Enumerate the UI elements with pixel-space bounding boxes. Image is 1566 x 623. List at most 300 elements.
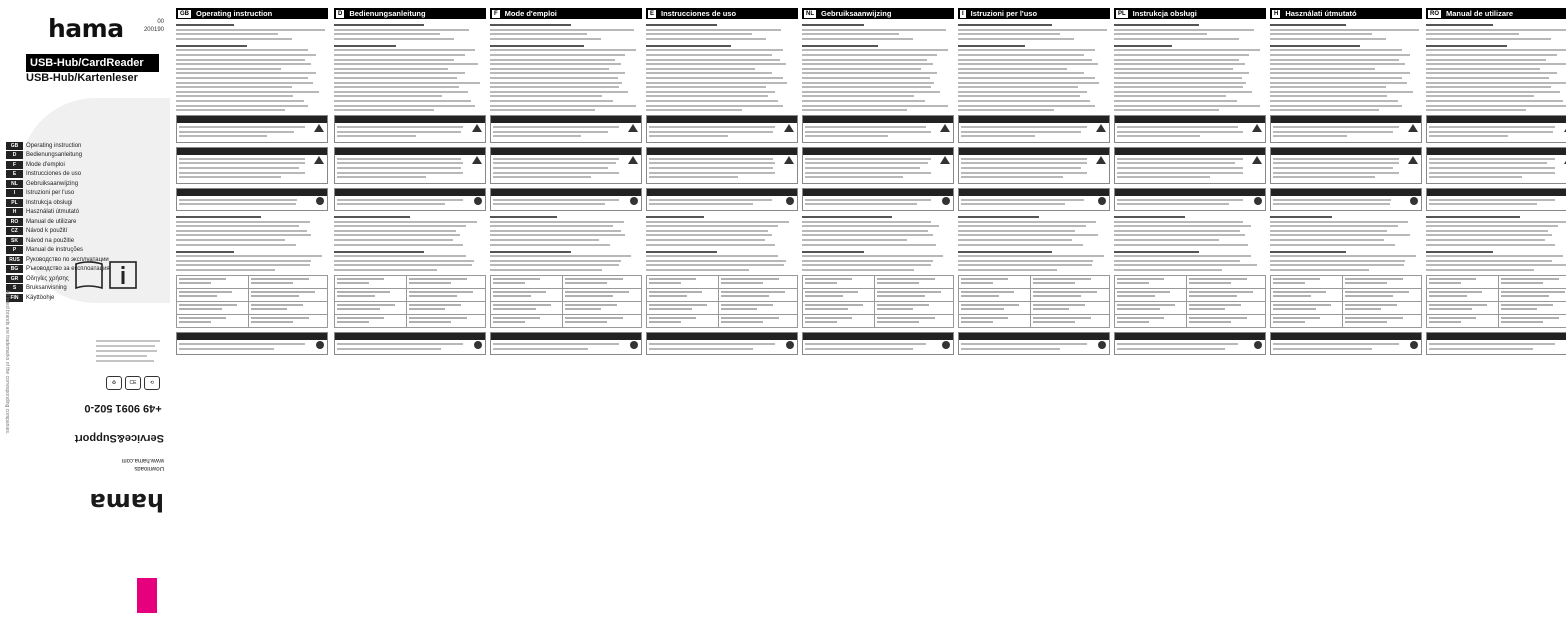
text-line <box>646 234 772 236</box>
text-line <box>1114 59 1239 61</box>
table-cell-value <box>563 301 642 314</box>
warning-icon <box>628 124 638 132</box>
column-language-code: GB <box>180 10 189 17</box>
table-cell-value <box>1031 288 1110 301</box>
text-line <box>1114 38 1239 40</box>
column-header <box>1270 8 1422 19</box>
text-line <box>802 239 907 241</box>
text-line <box>958 264 1092 266</box>
notice-header <box>1271 116 1421 123</box>
table-row <box>647 301 798 314</box>
language-name: Manual de instruções <box>26 247 84 254</box>
section-heading <box>490 251 571 253</box>
text-line <box>1114 225 1251 227</box>
table-row <box>803 275 954 288</box>
text-line <box>1270 38 1386 40</box>
text-line <box>802 95 914 97</box>
notice-box <box>334 332 486 355</box>
text-line <box>1114 77 1242 79</box>
text-line <box>1426 221 1566 223</box>
text-line <box>1426 269 1534 271</box>
column-title: Használati útmutató <box>1285 9 1357 18</box>
text-line <box>805 131 931 133</box>
text-line <box>958 230 1075 232</box>
table-cell-value <box>1499 275 1566 288</box>
table-cell-label <box>1271 288 1343 301</box>
text-line <box>179 203 296 205</box>
text-line <box>961 172 1087 174</box>
column-header <box>802 8 954 19</box>
table-cell-value <box>1499 288 1566 301</box>
text-line <box>805 167 920 169</box>
text-line <box>646 63 786 65</box>
table-row <box>177 288 328 301</box>
text-line <box>1273 135 1347 137</box>
text-section <box>958 251 1110 271</box>
text-line <box>176 230 307 232</box>
text-line <box>646 221 789 223</box>
text-line <box>1114 91 1252 93</box>
text-line <box>176 239 285 241</box>
text-line <box>1429 343 1555 345</box>
text-line <box>176 82 313 84</box>
text-line <box>490 29 634 31</box>
warning-icon <box>1252 156 1262 164</box>
language-name: Návod k použití <box>26 228 68 235</box>
text-line <box>961 348 1060 350</box>
table-row <box>1427 288 1566 301</box>
notice-header <box>803 148 953 155</box>
info-icon <box>1254 197 1262 205</box>
table-cell-label <box>491 301 563 314</box>
text-line <box>334 264 472 266</box>
text-line <box>179 167 299 169</box>
text-line <box>1429 131 1553 133</box>
text-section <box>802 251 954 271</box>
table-cell-label <box>335 275 407 288</box>
brand-logo: hama <box>48 14 124 43</box>
text-line <box>649 135 728 137</box>
notice-header <box>1427 148 1566 155</box>
text-line <box>961 203 1065 205</box>
text-line <box>1426 239 1545 241</box>
notice-header <box>1427 333 1566 340</box>
text-line <box>649 167 773 169</box>
text-line <box>958 255 1104 257</box>
text-line <box>958 77 1095 79</box>
text-line <box>490 255 631 257</box>
text-line <box>802 86 931 88</box>
table-cell-value <box>407 275 486 288</box>
table-row <box>647 314 798 327</box>
language-row <box>6 246 110 256</box>
table-row <box>959 288 1110 301</box>
language-row <box>6 151 110 161</box>
text-line <box>961 135 1035 137</box>
text-line <box>493 343 619 345</box>
text-line <box>337 131 461 133</box>
text-line <box>493 162 616 164</box>
info-icon <box>1098 197 1106 205</box>
table-cell-label <box>803 288 875 301</box>
text-line <box>176 29 325 31</box>
text-line <box>1270 68 1375 70</box>
column-language-code: F <box>494 10 498 17</box>
text-line <box>176 109 285 111</box>
table-cell-label <box>803 301 875 314</box>
text-section <box>490 251 642 271</box>
info-icon <box>316 197 324 205</box>
text-line <box>493 126 619 128</box>
text-line <box>1114 255 1251 257</box>
technical-data-table <box>1426 275 1566 328</box>
product-subtitle: USB-Hub/Kartenleser <box>26 72 138 84</box>
text-line <box>802 68 921 70</box>
notice-header <box>647 148 797 155</box>
text-line <box>334 86 459 88</box>
language-column-ro <box>1426 8 1566 616</box>
text-line <box>1270 91 1413 93</box>
text-line <box>176 54 316 56</box>
text-line <box>1426 234 1552 236</box>
column-title: Manual de utilizare <box>1446 9 1514 18</box>
technical-data-table <box>176 275 328 328</box>
table-cell-label <box>1115 275 1187 288</box>
table-row <box>803 314 954 327</box>
text-line <box>1270 264 1404 266</box>
text-line <box>1426 63 1566 65</box>
text-line <box>802 29 946 31</box>
text-line <box>646 59 780 61</box>
text-line <box>958 109 1054 111</box>
table-row <box>1271 275 1422 288</box>
text-line <box>490 105 636 107</box>
text-line <box>961 158 1087 160</box>
language-row <box>6 170 110 180</box>
column-header <box>1426 8 1566 19</box>
text-line <box>802 221 931 223</box>
language-code: P <box>6 246 23 254</box>
text-line <box>490 82 622 84</box>
text-line <box>493 348 588 350</box>
notice-header <box>1115 148 1265 155</box>
warning-icon <box>314 124 324 132</box>
notice-header <box>335 189 485 196</box>
text-line <box>649 158 773 160</box>
info-icon <box>942 341 950 349</box>
text-line <box>802 49 948 51</box>
article-number: 00 200190 <box>143 19 164 33</box>
notice-box <box>490 115 642 143</box>
text-line <box>1426 95 1534 97</box>
notice-box <box>646 332 798 355</box>
language-name: Bedienungsanleitung <box>26 152 83 159</box>
text-line <box>1114 221 1243 223</box>
notice-header <box>177 148 327 155</box>
text-line <box>646 260 786 262</box>
language-name: Gebruiksaanwijzing <box>26 180 79 187</box>
column-title: Instrukcja obsługi <box>1132 9 1197 18</box>
notice-header <box>335 116 485 123</box>
text-line <box>1114 68 1233 70</box>
service-label: Service&Support <box>74 432 164 444</box>
table-cell-label <box>959 314 1031 327</box>
notice-header <box>177 333 327 340</box>
section-heading <box>334 24 424 26</box>
text-line <box>490 260 621 262</box>
table-row <box>1271 288 1422 301</box>
language-column-nl <box>802 8 954 616</box>
text-line <box>1273 199 1391 201</box>
text-line <box>493 172 619 174</box>
text-line <box>1114 105 1260 107</box>
section-heading <box>1270 251 1346 253</box>
section-heading <box>958 216 1039 218</box>
text-line <box>1270 63 1405 65</box>
text-line <box>802 260 933 262</box>
notice-header <box>647 189 797 196</box>
text-line <box>1270 230 1387 232</box>
technical-data-table <box>490 275 642 328</box>
text-line <box>337 135 416 137</box>
color-marker <box>137 578 157 613</box>
text-section <box>958 216 1110 246</box>
table-cell-value <box>875 288 954 301</box>
text-line <box>958 54 1084 56</box>
text-line <box>958 38 1074 40</box>
text-line <box>490 109 595 111</box>
text-line <box>1117 172 1243 174</box>
text-section <box>646 45 798 111</box>
info-icon <box>474 197 482 205</box>
text-line <box>490 95 602 97</box>
language-code: PL <box>6 199 23 207</box>
text-line <box>1270 221 1408 223</box>
table-cell-value <box>719 288 798 301</box>
text-line <box>802 255 943 257</box>
table-cell-value <box>719 275 798 288</box>
text-section <box>490 216 642 246</box>
text-section <box>1114 251 1266 271</box>
table-cell-label <box>803 314 875 327</box>
text-line <box>1429 203 1537 205</box>
text-section <box>802 216 954 246</box>
text-line <box>802 77 930 79</box>
text-line <box>802 230 928 232</box>
text-line <box>805 203 917 205</box>
table-cell-value <box>719 301 798 314</box>
text-line <box>646 33 752 35</box>
language-code: I <box>6 189 23 197</box>
column-header <box>176 8 328 19</box>
text-line <box>1270 54 1410 56</box>
text-section <box>958 45 1110 111</box>
text-section <box>1270 216 1422 246</box>
notice-box <box>1114 147 1266 184</box>
text-line <box>1117 176 1210 178</box>
info-icon <box>786 341 794 349</box>
text-line <box>490 264 619 266</box>
text-line <box>649 162 775 164</box>
text-line <box>1114 239 1219 241</box>
notice-header <box>335 148 485 155</box>
section-heading <box>176 251 234 253</box>
language-row <box>6 141 110 151</box>
ce-icon: CE <box>125 376 141 390</box>
text-line <box>179 176 281 178</box>
table-row <box>491 314 642 327</box>
text-line <box>961 343 1087 345</box>
notice-box <box>1114 115 1266 143</box>
text-line <box>649 126 775 128</box>
language-column-f <box>490 8 642 616</box>
info-icon <box>1410 341 1418 349</box>
column-language-code: PL <box>1118 10 1126 17</box>
text-line <box>176 68 281 70</box>
section-heading <box>646 251 717 253</box>
notice-box <box>176 188 328 211</box>
text-line <box>1426 225 1558 227</box>
notice-box <box>490 147 642 184</box>
text-line <box>646 68 755 70</box>
column-header <box>646 8 798 19</box>
text-line <box>958 225 1086 227</box>
text-line <box>802 105 948 107</box>
text-line <box>490 86 619 88</box>
language-row <box>6 217 110 227</box>
section-heading <box>646 45 731 47</box>
language-name: Operating instruction <box>26 142 82 149</box>
text-section <box>334 216 486 246</box>
table-row <box>1115 314 1266 327</box>
notice-header <box>1271 333 1421 340</box>
text-line <box>646 239 765 241</box>
table-cell-label <box>491 275 563 288</box>
table-cell-value <box>875 314 954 327</box>
table-cell-value <box>249 314 328 327</box>
table-row <box>491 301 642 314</box>
text-line <box>337 203 445 205</box>
table-cell-value <box>1031 314 1110 327</box>
table-cell-label <box>177 288 249 301</box>
notice-box <box>1270 188 1422 211</box>
column-title: Bedienungsanleitung <box>349 9 426 18</box>
text-line <box>176 244 296 246</box>
language-column-h <box>1270 8 1422 616</box>
text-line <box>1114 100 1237 102</box>
column-header <box>490 8 642 19</box>
notice-header <box>647 333 797 340</box>
text-line <box>490 225 613 227</box>
table-row <box>1271 301 1422 314</box>
text-line <box>958 105 1095 107</box>
text-line <box>176 234 311 236</box>
text-line <box>334 269 437 271</box>
text-line <box>1429 126 1555 128</box>
notice-box <box>958 188 1110 211</box>
table-row <box>959 301 1110 314</box>
text-line <box>805 348 913 350</box>
text-line <box>802 54 937 56</box>
notice-box <box>176 147 328 184</box>
text-section <box>334 24 486 40</box>
table-cell-value <box>1187 314 1266 327</box>
text-line <box>179 126 305 128</box>
text-section <box>176 45 328 111</box>
text-line <box>1114 230 1240 232</box>
text-line <box>176 59 305 61</box>
text-line <box>179 199 297 201</box>
text-line <box>1426 54 1557 56</box>
text-line <box>490 244 610 246</box>
warning-icon <box>784 156 794 164</box>
text-line <box>490 49 636 51</box>
text-section <box>490 24 642 40</box>
info-icon <box>1410 197 1418 205</box>
column-language-code: H <box>1274 10 1279 17</box>
text-line <box>1114 29 1254 31</box>
text-line <box>334 82 480 84</box>
text-line <box>490 54 625 56</box>
text-line <box>1273 167 1393 169</box>
text-line <box>1426 86 1551 88</box>
table-row <box>335 288 486 301</box>
column-title: Instrucciones de uso <box>661 9 737 18</box>
warning-icon <box>1096 156 1106 164</box>
text-line <box>176 221 310 223</box>
text-section <box>1114 45 1266 111</box>
text-line <box>958 221 1096 223</box>
notice-box <box>958 147 1110 184</box>
text-line <box>1426 33 1519 35</box>
text-line <box>334 239 453 241</box>
table-cell-label <box>647 314 719 327</box>
section-heading <box>176 24 234 26</box>
table-cell-label <box>959 275 1031 288</box>
warning-icon <box>940 156 950 164</box>
certification-marks <box>106 376 160 390</box>
table-cell-label <box>335 301 407 314</box>
table-cell-value <box>875 301 954 314</box>
text-line <box>646 49 783 51</box>
text-line <box>958 59 1092 61</box>
text-line <box>1426 68 1540 70</box>
section-heading <box>802 24 864 26</box>
text-line <box>646 230 768 232</box>
text-line <box>337 348 441 350</box>
text-line <box>1426 109 1526 111</box>
language-row <box>6 227 110 237</box>
text-line <box>334 77 457 79</box>
text-line <box>1273 162 1399 164</box>
text-line <box>1117 126 1238 128</box>
text-line <box>1429 176 1522 178</box>
text-line <box>649 172 775 174</box>
notice-box <box>490 332 642 355</box>
text-line <box>958 239 1072 241</box>
table-row <box>959 314 1110 327</box>
language-code: D <box>6 151 23 159</box>
table-cell-value <box>1343 288 1422 301</box>
table-cell-value <box>249 301 328 314</box>
text-line <box>1114 63 1245 65</box>
text-line <box>805 135 888 137</box>
column-title: Gebruiksaanwijzing <box>821 9 892 18</box>
section-heading <box>334 251 424 253</box>
text-line <box>1114 86 1243 88</box>
technical-data-table <box>802 275 954 328</box>
text-line <box>334 72 465 74</box>
